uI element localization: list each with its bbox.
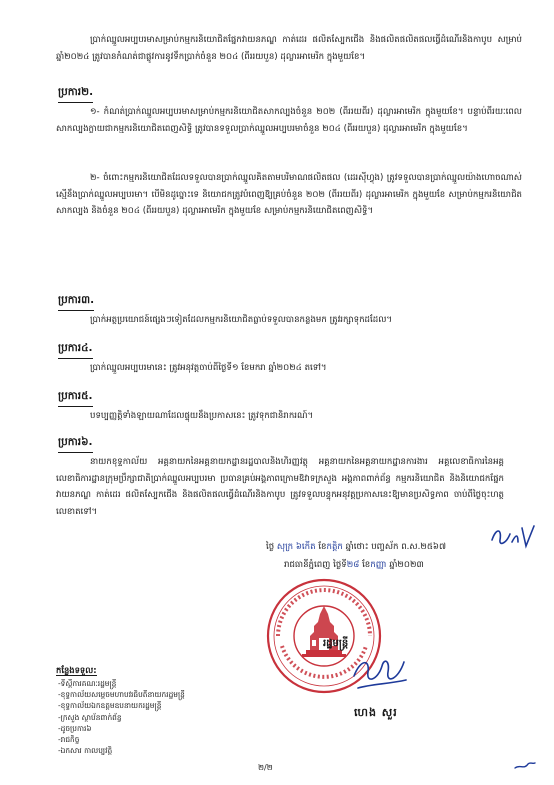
recipient-item: -ឯកសារ កាលប្បវត្តិ — [58, 746, 113, 756]
article-6-heading-text: ប្រការ៦. — [58, 436, 93, 453]
recipient-item: -ទីស្តីការគណៈរដ្ឋមន្ត្រី — [58, 679, 117, 688]
recipients-list — [58, 678, 185, 756]
article-2-paragraph-2: ២- ចំពោះកម្មករនិយោជិតដែលទទួលបានប្រាក់ឈ្នួលគិតតាមបរិមាណផលិតផល (ដេរស៊ីហ្វុង) ត្រូវទទួលបានប្រាក់ឈ្នួលយ៉ាងហោចណាស់ស្មើនឹងប្រាក់ឈ្នួលអប្បបរមា។ បើមិនដូច្នោះទេ និយោជកត្រូវបំពេញឱ្យគ្រប់ចំនួន ២០២ (ពីររយពីរ) ដុល្លារអាមេរិក ក្នុងមួយខែ សម្រាប់កម្មករនិយោជិតសាកល្បង និងចំនួន ២០៤ (ពីររយបួន) ដុល្លារអាមេរិក ក្នុងមួយខែ សម្រាប់កម្មករនិយោជិតពេញសិទ្ធិ។ — [56, 173, 522, 217]
lunar-month-label: ខែ — [318, 542, 327, 552]
article-4-paragraph: ប្រាក់ឈ្នួលអប្បបរមានេះ ត្រូវអនុវត្តចាប់ពីថ្ងៃទី១ ខែមករា ឆ្នាំ២០២៤ តទៅ។ — [90, 363, 327, 373]
recipient-item: -ខុទ្ទកាល័យឯកឧត្តមឧបនាយករដ្ឋមន្ត្រី — [58, 701, 162, 711]
solar-day-handwritten: ២៨ — [346, 560, 360, 570]
article-2-heading-text: ប្រការ២. — [58, 86, 93, 103]
article-5-heading — [58, 390, 93, 407]
lunar-date-prefix: ថ្ងៃ — [266, 542, 275, 552]
article-5-heading-text: ប្រការ៥. — [58, 390, 93, 407]
solar-month-label: ខែ — [362, 560, 371, 570]
solar-month-handwritten: កញ្ញា — [370, 560, 387, 570]
corner-check-mark — [512, 758, 538, 774]
recipient-item: -ក្រសួង ស្ថាប័នពាក់ព័ន្ធ — [58, 712, 122, 722]
article-4-heading — [58, 342, 93, 359]
recipient-item: -រាជកិច្ច — [58, 735, 80, 745]
article-3-paragraph: ប្រាក់អត្ថប្រយោជន៍ផ្សេងៗទៀតដែលកម្មករនិយោជិតធ្លាប់ទទួលបានកន្លងមក ត្រូវរក្សាទុកដដែល។ — [90, 315, 393, 325]
page-number: ២/២ — [258, 763, 273, 772]
solar-date-prefix: រាជធានីភ្នំពេញ ថ្ងៃទី — [284, 560, 347, 570]
article-2-heading — [58, 86, 93, 103]
signatory-name: ហេង សួរ — [354, 706, 398, 719]
solar-year-text: ឆ្នាំ២០២៣ — [389, 560, 424, 570]
article-6-paragraph: នាយកខុទ្ទកាល័យ អគ្គនាយកនៃអគ្គនាយកដ្ឋានរដ្ឋបាលនិងហិរញ្ញវត្ថុ អគ្គនាយកនៃអគ្គនាយកដ្ឋានការងារ អគ្គលេខាធិការនៃអគ្គលេខាធិការដ្ឋានក្រុមប្រឹក្សាជាតិប្រាក់ឈ្នួលអប្បបរមា ប្រធានគ្រប់អង្គភាពក្រោមឱវាទក្រសួង អង្គភាពពាក់ព័ន្ធ កម្មករនិយោជិត និងនិយោជកផ្នែកវាយនភណ្ឌ កាត់ដេរ ផលិតស្បែកជើង និងផលិតផលធ្វើដំណើរនិងកាបូប ត្រូវទទួលបន្ទុកអនុវត្តប្រកាសនេះឱ្យមានប្រសិទ្ធភាព ចាប់ពីថ្ងៃចុះហត្ថលេខាតទៅ។ — [56, 457, 504, 517]
signature-handwritten — [348, 650, 412, 698]
article-6-heading — [58, 436, 93, 453]
article-4-heading-text: ប្រការ៤. — [58, 342, 93, 359]
lunar-day-handwritten: សុក្រ ៦កើត — [276, 542, 316, 552]
article-2-paragraph-1: ១- កំណត់ប្រាក់ឈ្នួលអប្បបរមាសម្រាប់កម្មករនិយោជិតសាកល្បងចំនួន ២០២ (ពីររយពីរ) ដុល្លារអាមេរិក ក្នុងមួយខែ។ បន្ទាប់ពីរយៈពេលសាកល្បងក្លាយជាកម្មករនិយោជិតពេញសិទ្ធិ ត្រូវបានទទួលប្រាក់ឈ្នួលអប្បបរមាចំនួន ២០៤ (ពីររយបួន) ដុល្លារអាមេរិក ក្នុងមួយខែ។ — [56, 107, 522, 134]
lunar-month-handwritten: កត្តិក — [326, 542, 343, 552]
initials-mark — [488, 522, 538, 552]
recipient-item: -ដូចប្រការ៦ — [58, 723, 92, 733]
article-3-heading-text: ប្រការ៣. — [58, 294, 94, 311]
lunar-year-text: ឆ្នាំថោះ បញ្ចស័ក ព.ស.២៥៦៧ — [345, 542, 447, 552]
recipients-title — [56, 665, 97, 678]
solar-date-line — [284, 560, 424, 572]
signatory-title: រដ្ឋមន្ត្រី — [323, 638, 349, 649]
recipient-item: -ខុទ្ទកាល័យសម្តេចមហាបវរធិបតីនាយករដ្ឋមន្ត្រី — [58, 690, 185, 700]
recipients-title-text: កន្លែងទទួល: — [56, 665, 97, 675]
lunar-date-line — [266, 542, 446, 554]
article-3-heading — [58, 294, 94, 311]
article-5-paragraph: បទប្បញ្ញត្តិទាំងឡាយណាដែលផ្ទុយនឹងប្រកាសនេះ ត្រូវទុកជានិរាករណ៍។ — [90, 411, 314, 421]
intro-paragraph: ប្រាក់ឈ្នួលអប្បបរមាសម្រាប់កម្មករនិយោជិតផ្នែកវាយនភណ្ឌ កាត់ដេរ ផលិតស្បែកជើង និងផលិតផលិតផលធ្វើដំណើរនិងកាបូប សម្រាប់ឆ្នាំ២០២៤ ត្រូវបានកំណត់ជាផ្លូវការនូវទឹកប្រាក់ចំនួន ២០៤ (ពីររយបួន) ដុល្លារអាមេរិក ក្នុងមួយខែ។ — [56, 35, 522, 62]
